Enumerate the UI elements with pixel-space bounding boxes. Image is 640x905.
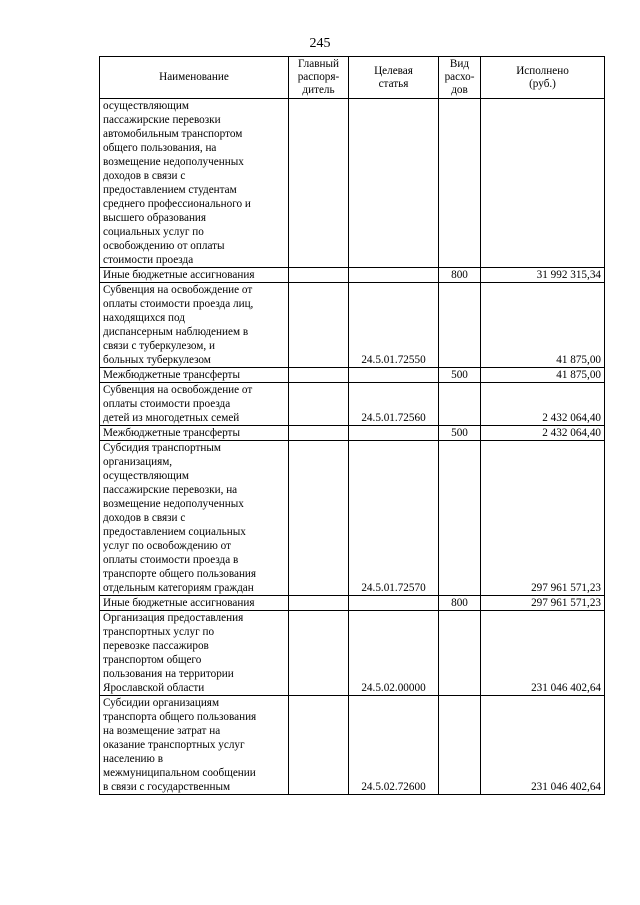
cell-name: осуществляющим пассажирские перевозки автомобильным транспортом общего пользования, на возмещение недополученных доходов в связи с предоставлением студентам среднего профессионального и высшего образования социальных услуг по освобождению от оплаты стоимости проезда [100,99,289,268]
table-row [100,368,605,383]
cell-admin [289,696,349,795]
cell-name: Организация предоставления транспортных услуг по перевозке пассажиров транспортом общего пользования на территории Ярославской области [100,611,289,696]
cell-type [439,696,481,795]
cell-target [349,596,439,611]
cell-admin [289,99,349,268]
cell-admin [289,368,349,383]
cell-type: 500 [439,368,481,383]
budget-execution-table [99,56,605,795]
cell-name: Иные бюджетные ассигнования [100,268,289,283]
cell-target [349,99,439,268]
cell-name: Субвенция на освобождение от оплаты стоимости проезда детей из многодетных семей [100,383,289,426]
cell-name: Субвенция на освобождение от оплаты стоимости проезда лиц, находящихся под диспансерным наблюдением в связи с туберкулезом, и больных туберкулезом [100,283,289,368]
cell-amount: 41 875,00 [481,283,605,368]
header-name: Наименование [100,57,289,99]
table-row [100,596,605,611]
cell-target: 24.5.01.72550 [349,283,439,368]
cell-name: Субсидии организациям транспорта общего пользования на возмещение затрат на оказание транспортных услуг населению в межмуниципальном сообщении в связи с государственным [100,696,289,795]
table-row [100,268,605,283]
header-admin: Главный распоря- дитель [289,57,349,99]
cell-admin [289,441,349,596]
page-number: 245 [309,36,331,51]
cell-type [439,383,481,426]
cell-name: Субсидия транспортным организациям, осуществляющим пассажирские перевозки, на возмещение недополученных доходов в связи с предоставлением социальных услуг по освобождению от оплаты стоимости проезда в транспорте общего пользования отдельным категориям граждан [100,441,289,596]
cell-admin [289,268,349,283]
cell-amount: 31 992 315,34 [481,268,605,283]
cell-name: Иные бюджетные ассигнования [100,596,289,611]
header-target: Целевая статья [349,57,439,99]
cell-admin [289,426,349,441]
cell-amount: 2 432 064,40 [481,426,605,441]
cell-admin [289,383,349,426]
table-row [100,426,605,441]
cell-name: Межбюджетные трансферты [100,426,289,441]
cell-target [349,426,439,441]
cell-admin [289,283,349,368]
cell-type: 500 [439,426,481,441]
table-header-row [100,57,605,99]
cell-amount: 41 875,00 [481,368,605,383]
cell-amount: 231 046 402,64 [481,696,605,795]
cell-target: 24.5.01.72570 [349,441,439,596]
cell-type [439,441,481,596]
cell-type [439,611,481,696]
cell-amount [481,99,605,268]
cell-target: 24.5.01.72560 [349,383,439,426]
cell-target [349,368,439,383]
cell-amount: 297 961 571,23 [481,596,605,611]
header-amount: Исполнено (руб.) [481,57,605,99]
cell-type [439,99,481,268]
cell-admin [289,611,349,696]
cell-target [349,268,439,283]
cell-admin [289,596,349,611]
table-row [100,441,605,596]
header-type: Вид расхо- дов [439,57,481,99]
cell-type [439,283,481,368]
cell-amount: 231 046 402,64 [481,611,605,696]
cell-amount: 297 961 571,23 [481,441,605,596]
cell-type: 800 [439,596,481,611]
table-row [100,696,605,795]
table-row [100,383,605,426]
cell-target: 24.5.02.00000 [349,611,439,696]
cell-amount: 2 432 064,40 [481,383,605,426]
cell-type: 800 [439,268,481,283]
cell-target: 24.5.02.72600 [349,696,439,795]
table-row [100,283,605,368]
table-row [100,611,605,696]
cell-name: Межбюджетные трансферты [100,368,289,383]
table-row [100,99,605,268]
